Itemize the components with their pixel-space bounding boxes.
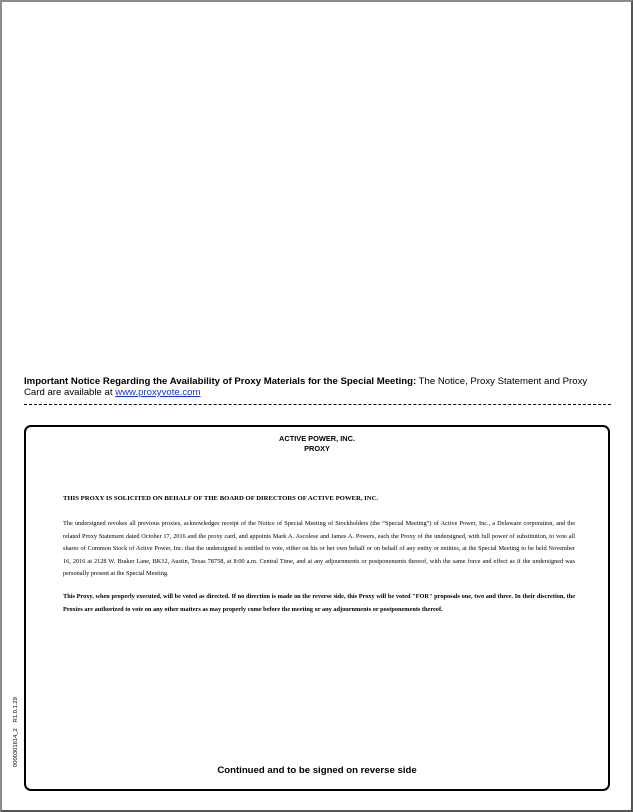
job-number: 0000301614_2 bbox=[13, 728, 19, 767]
notice-heading: Important Notice Regarding the Availability of Proxy Materials for the Special Meeting: bbox=[24, 376, 417, 387]
solicitation-statement: THIS PROXY IS SOLICITED ON BEHALF OF THE BOARD OF DIRECTORS OF ACTIVE POWER, INC. bbox=[63, 495, 379, 502]
proxy-availability-notice bbox=[24, 376, 609, 398]
proxyvote-link[interactable]: www.proxyvote.com bbox=[115, 387, 201, 398]
card-header bbox=[26, 434, 608, 453]
revision-code: R1.0.1.29 bbox=[13, 697, 19, 723]
revocation-paragraph: The undersigned revokes all previous proxies, acknowledges receipt of the Notice of Special Meeting of Stockholders (the “Special Meeting”) of Active Power, Inc., a Delaware corporation, and the related Proxy Statement dated October 17, 2016 and the proxy card, and appoints Mark A. Ascolese and James A. Powers, each the Proxy of the undersigned, with full power of substitution, to vote all shares of Common Stock of Active Power, Inc. that the undersigned is entitled to vote, either on his or her own behalf or on behalf of any entity or entities, at the Special Meeting to be held November 16, 2016 at 2128 W. Braker Lane, BK12, Austin, Texas 78758, at 8:00 a.m. Central Time, and at any adjournments or postponements thereof, with the same force and effect as if the undersigned was personally present at the Special Meeting. bbox=[63, 520, 575, 577]
proxy-card bbox=[24, 425, 610, 791]
company-name: ACTIVE POWER, INC. bbox=[279, 434, 355, 443]
notice-body: The Notice, Proxy Statement and Proxy Card are available at bbox=[24, 376, 588, 398]
continued-note: Continued and to be signed on reverse side bbox=[217, 765, 417, 776]
dashed-cut-line bbox=[24, 404, 611, 405]
voting-direction-paragraph: This Proxy, when properly executed, will be voted as directed. If no direction is made on the reverse side, this Proxy will be voted "FOR" proposals one, two and three. In their discretion, the Proxies are authorized to vote on any other matters as may properly come before the meeting or any adjournments or postponements thereof. bbox=[63, 593, 575, 613]
card-subtitle: PROXY bbox=[304, 443, 330, 453]
side-job-code bbox=[13, 691, 19, 767]
